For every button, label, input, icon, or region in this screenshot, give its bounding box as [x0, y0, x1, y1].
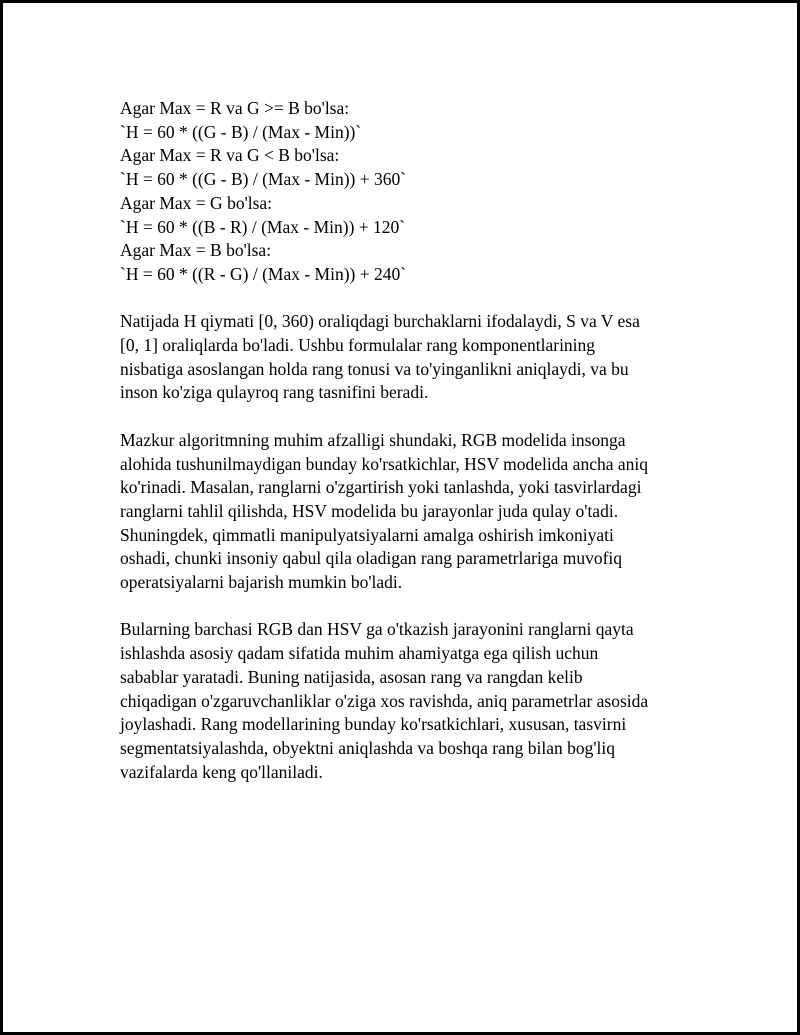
- formula-line: `H = 60 * ((B - R) / (Max - Min)) + 120`: [120, 216, 406, 237]
- paragraph-2: [120, 429, 700, 595]
- paragraph-line: alohida tushunilmaydigan bunday ko'rsatkichlar, HSV modelida ancha aniq: [120, 453, 648, 474]
- paragraph-line: Natijada H qiymati [0, 360) oraliqdagi burchaklarni ifodalaydi, S va V esa: [120, 311, 640, 332]
- document-body: [120, 97, 700, 808]
- paragraph-line: chiqadigan o'zgaruvchanliklar o'ziga xos ravishda, aniq parametrlar asosida: [120, 690, 649, 711]
- paragraph-line: Bularning barchasi RGB dan HSV ga o'tkazish jarayonini ranglarni qayta: [120, 619, 634, 640]
- paragraph-line: ishlashda asosiy qadam sifatida muhim ahamiyatga ega qilish uchun: [120, 643, 599, 664]
- paragraph-line: oshadi, chunki insoniy qabul qila oladigan rang parametrlariga muvofiq: [120, 548, 623, 569]
- paragraph-line: ranglarni tahlil qilishda, HSV modelida bu jarayonlar juda qulay o'tadi.: [120, 500, 619, 521]
- formula-line: `H = 60 * ((G - B) / (Max - Min)) + 360`: [120, 169, 407, 190]
- formula-line: Agar Max = B bo'lsa:: [120, 240, 272, 261]
- paragraph-1: [120, 310, 700, 405]
- paragraph-line: [0, 1] oraliqlarda bo'ladi. Ushbu formulalar rang komponentlarining: [120, 335, 596, 356]
- paragraph-line: sabablar yaratadi. Buning natijasida, asosan rang va rangdan kelib: [120, 666, 583, 687]
- formula-block: [120, 97, 700, 287]
- paragraph-line: segmentatsiyalashda, obyektni aniqlashda va boshqa rang bilan bog'liq: [120, 737, 615, 758]
- paragraph-line: vazifalarda keng qo'llaniladi.: [120, 761, 323, 782]
- paragraph-3: [120, 618, 700, 784]
- formula-line: Agar Max = G bo'lsa:: [120, 192, 273, 213]
- formula-line: `H = 60 * ((R - G) / (Max - Min)) + 240`: [120, 263, 407, 284]
- formula-line: Agar Max = R va G < B bo'lsa:: [120, 145, 340, 166]
- paragraph-line: operatsiyalarni bajarish mumkin bo'ladi.: [120, 572, 403, 593]
- paragraph-line: Mazkur algoritmning muhim afzalligi shundaki, RGB modelida insonga: [120, 429, 626, 450]
- paragraph-line: nisbatiga asoslangan holda rang tonusi va to'yinganlikni aniqlaydi, va bu: [120, 358, 629, 379]
- paragraph-line: joylashadi. Rang modellarining bunday ko'rsatkichlari, xususan, tasvirni: [120, 714, 627, 735]
- paragraph-line: inson ko'ziga qulayroq rang tasnifini beradi.: [120, 382, 429, 403]
- formula-line: Agar Max = R va G >= B bo'lsa:: [120, 98, 350, 118]
- formula-line: `H = 60 * ((G - B) / (Max - Min))`: [120, 121, 362, 142]
- paragraph-line: ko'rinadi. Masalan, ranglarni o'zgartirish yoki tanlashda, yoki tasvirlardagi: [120, 477, 642, 498]
- paragraph-line: Shuningdek, qimmatli manipulyatsiyalarni amalga oshirish imkoniyati: [120, 524, 614, 545]
